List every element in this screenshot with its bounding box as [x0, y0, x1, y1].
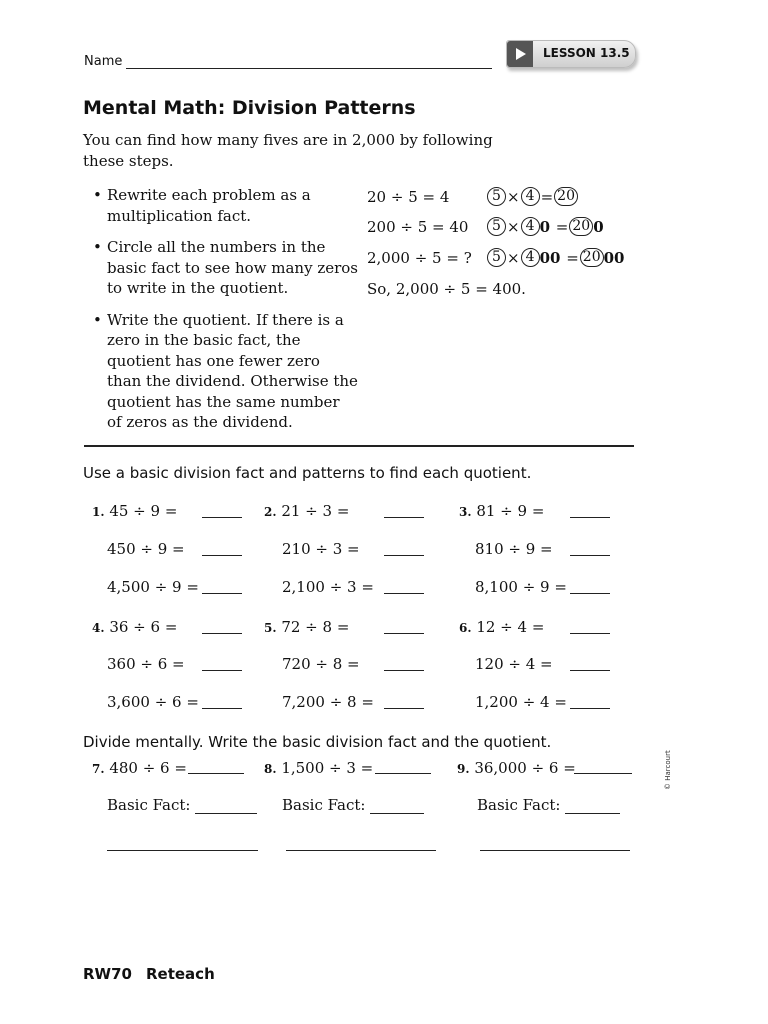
answer-blank[interactable]: [202, 633, 242, 634]
example-multiplication: 5 × 4 0 = 20 0: [487, 217, 604, 236]
lesson-number: LESSON 13.5: [543, 46, 630, 60]
example-multiplication: 5 × 4 = 20: [487, 187, 578, 206]
play-arrow-icon: [507, 41, 533, 67]
answer-blank[interactable]: [202, 593, 242, 594]
circled-number: 4: [521, 217, 540, 236]
answer-blank[interactable]: [384, 555, 424, 556]
section2-direction: Divide mentally. Write the basic division fact and the quotient.: [83, 733, 552, 751]
circled-number: 20: [569, 217, 593, 236]
basic-fact-row: Basic Fact:: [282, 796, 424, 814]
answer-blank[interactable]: [570, 555, 610, 556]
basic-fact-row: Basic Fact:: [477, 796, 620, 814]
answer-blank[interactable]: [202, 708, 242, 709]
lesson-tab: [506, 40, 636, 68]
circled-number: 20: [554, 187, 578, 206]
answer-blank[interactable]: [570, 708, 610, 709]
circled-number: 4: [521, 248, 540, 267]
problem-line: 3,600 ÷ 6 =: [107, 693, 199, 711]
problem-line: 120 ÷ 4 =: [475, 655, 553, 673]
answer-blank[interactable]: [188, 773, 244, 774]
step-item: • Write the quotient. If there is a zero in the basic fact, the quotient has one fewer zero than the dividend. Otherwise the quotient has the same number of zeros as the dividend.: [93, 310, 358, 433]
answer-blank[interactable]: [384, 670, 424, 671]
problem-line: 5. 72 ÷ 8 =: [264, 618, 350, 636]
problem-line: 1. 45 ÷ 9 =: [92, 502, 178, 520]
circled-number: 5: [487, 248, 506, 267]
basic-fact-row: Basic Fact:: [107, 796, 257, 814]
name-row: [84, 54, 492, 69]
example-equation: 200 ÷ 5 = 40: [367, 218, 469, 236]
work-line[interactable]: [480, 850, 630, 851]
answer-blank[interactable]: [202, 670, 242, 671]
intro-text: You can find how many fives are in 2,000 by following these steps.: [83, 131, 493, 170]
answer-blank[interactable]: [574, 773, 632, 774]
example-conclusion: So, 2,000 ÷ 5 = 400.: [367, 280, 526, 298]
problem-line: 210 ÷ 3 =: [282, 540, 360, 558]
problem-line: 450 ÷ 9 =: [107, 540, 185, 558]
answer-blank[interactable]: [384, 593, 424, 594]
problem-line: 810 ÷ 9 =: [475, 540, 553, 558]
answer-blank[interactable]: [384, 633, 424, 634]
answer-blank[interactable]: [570, 517, 610, 518]
answer-blank[interactable]: [570, 670, 610, 671]
answer-blank[interactable]: [570, 633, 610, 634]
page-title: Mental Math: Division Patterns: [83, 97, 416, 119]
section-divider: [84, 445, 634, 447]
answer-blank[interactable]: [202, 517, 242, 518]
answer-blank[interactable]: [375, 773, 431, 774]
basic-fact-blank[interactable]: [370, 799, 424, 814]
problem-line: 4. 36 ÷ 6 =: [92, 618, 178, 636]
work-line[interactable]: [107, 850, 258, 851]
problem-line: 3. 81 ÷ 9 =: [459, 502, 545, 520]
circled-number: 5: [487, 217, 506, 236]
step-item: • Rewrite each problem as a multiplication fact.: [93, 185, 358, 226]
page-footer: [83, 965, 215, 983]
answer-blank[interactable]: [384, 517, 424, 518]
name-field[interactable]: [126, 54, 492, 69]
footer-label: Reteach: [145, 965, 215, 983]
basic-fact-blank[interactable]: [195, 799, 257, 814]
circled-number: 5: [487, 187, 506, 206]
problem-line: 7. 480 ÷ 6 =: [92, 759, 187, 777]
circled-number: 4: [521, 187, 540, 206]
step-item: • Circle all the numbers in the basic fact to see how many zeros to write in the quotient.: [93, 237, 358, 299]
example-multiplication: 5 × 4 00 = 20 00: [487, 248, 625, 267]
example-equation: 2,000 ÷ 5 = ?: [367, 249, 472, 267]
work-line[interactable]: [286, 850, 436, 851]
example-equation: 20 ÷ 5 = 4: [367, 188, 450, 206]
copyright-notice: © Harcourt: [664, 750, 672, 790]
answer-blank[interactable]: [202, 555, 242, 556]
circled-number: 20: [580, 248, 604, 267]
steps-list: [93, 185, 358, 444]
problem-line: 720 ÷ 8 =: [282, 655, 360, 673]
name-label: Name: [84, 54, 123, 69]
answer-blank[interactable]: [570, 593, 610, 594]
problem-line: 7,200 ÷ 8 =: [282, 693, 374, 711]
problem-line: 2,100 ÷ 3 =: [282, 578, 374, 596]
problem-line: 2. 21 ÷ 3 =: [264, 502, 350, 520]
problem-line: 6. 12 ÷ 4 =: [459, 618, 545, 636]
section1-direction: Use a basic division fact and patterns to find each quotient.: [83, 464, 532, 482]
basic-fact-blank[interactable]: [565, 799, 620, 814]
problem-line: 8,100 ÷ 9 =: [475, 578, 567, 596]
problem-line: 8. 1,500 ÷ 3 =: [264, 759, 374, 777]
problem-line: 1,200 ÷ 4 =: [475, 693, 567, 711]
problem-line: 9. 36,000 ÷ 6 =: [457, 759, 576, 777]
problem-line: 4,500 ÷ 9 =: [107, 578, 199, 596]
problem-line: 360 ÷ 6 =: [107, 655, 185, 673]
answer-blank[interactable]: [384, 708, 424, 709]
page-code: RW70: [83, 965, 132, 983]
